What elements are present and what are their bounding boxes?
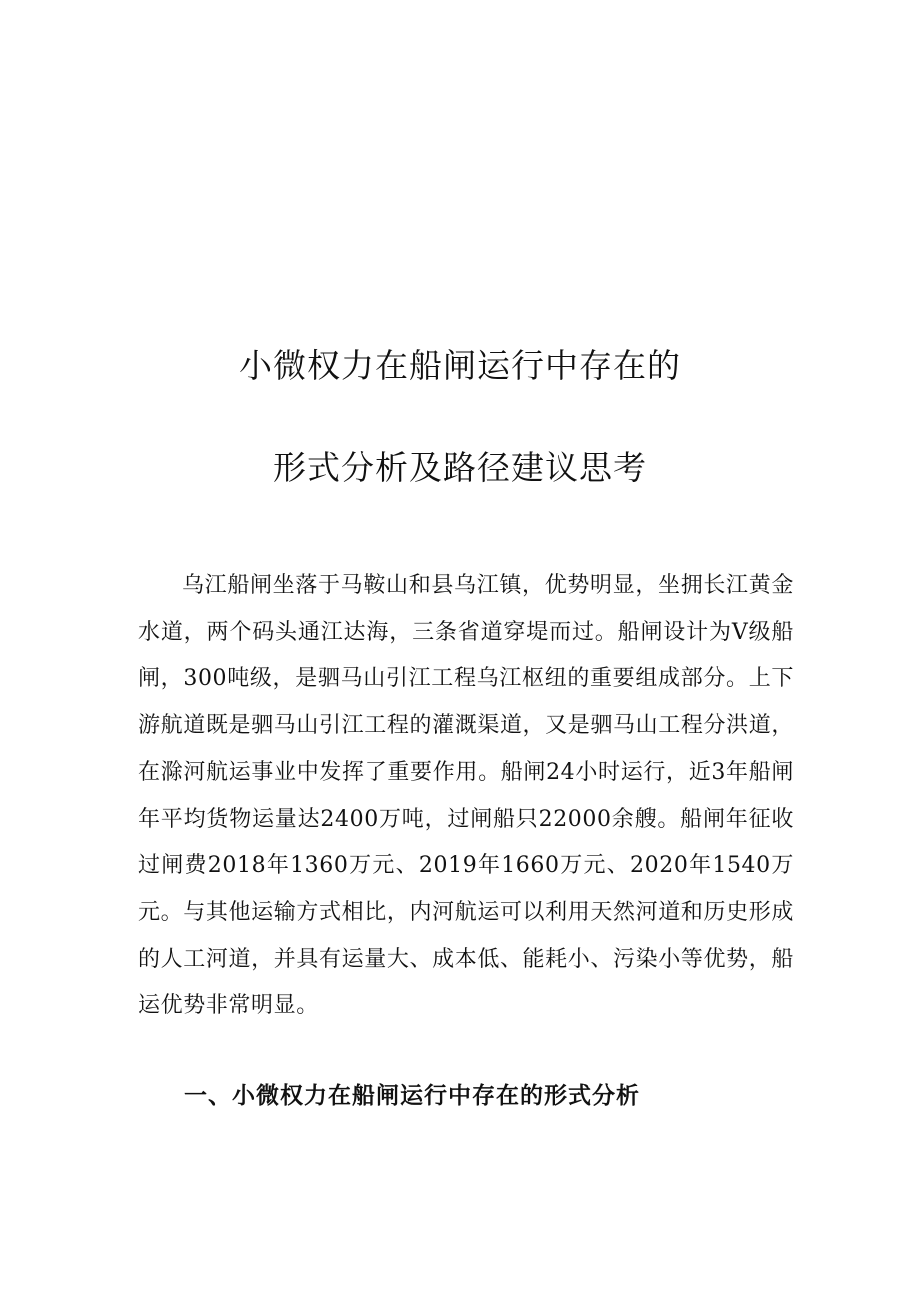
section-1-heading: 一、小微权力在船闸运行中存在的形式分析	[184, 1083, 640, 1109]
document-title-line-2: 形式分析及路径建议思考	[273, 448, 647, 488]
intro-paragraph: 乌江船闸坐落于马鞍山和县乌江镇，优势明显，坐拥长江黄金水道，两个码头通江达海，三条省道穿堤而过。船闸设计为V级船闸，300吨级，是驷马山引江工程乌江枢纽的重要组成部分。上下游航道既是驷马山引江工程的灌溉渠道，又是驷马山工程分洪道，在滁河航运事业中发挥了重要作用。船闸24小时运行，近3年船闸年平均货物运量达2400万吨，过闸船只22000余艘。船闸年征收过闸费2018年1360万元、2019年1660万元、2020年1540万元。与其他运输方式相比，内河航运可以利用天然河道和历史形成的人工河道，并具有运量大、成本低、能耗小、污染小等优势，船运优势非常明显。	[138, 573, 794, 1019]
document-title-line-1: 小微权力在船闸运行中存在的	[239, 346, 681, 386]
